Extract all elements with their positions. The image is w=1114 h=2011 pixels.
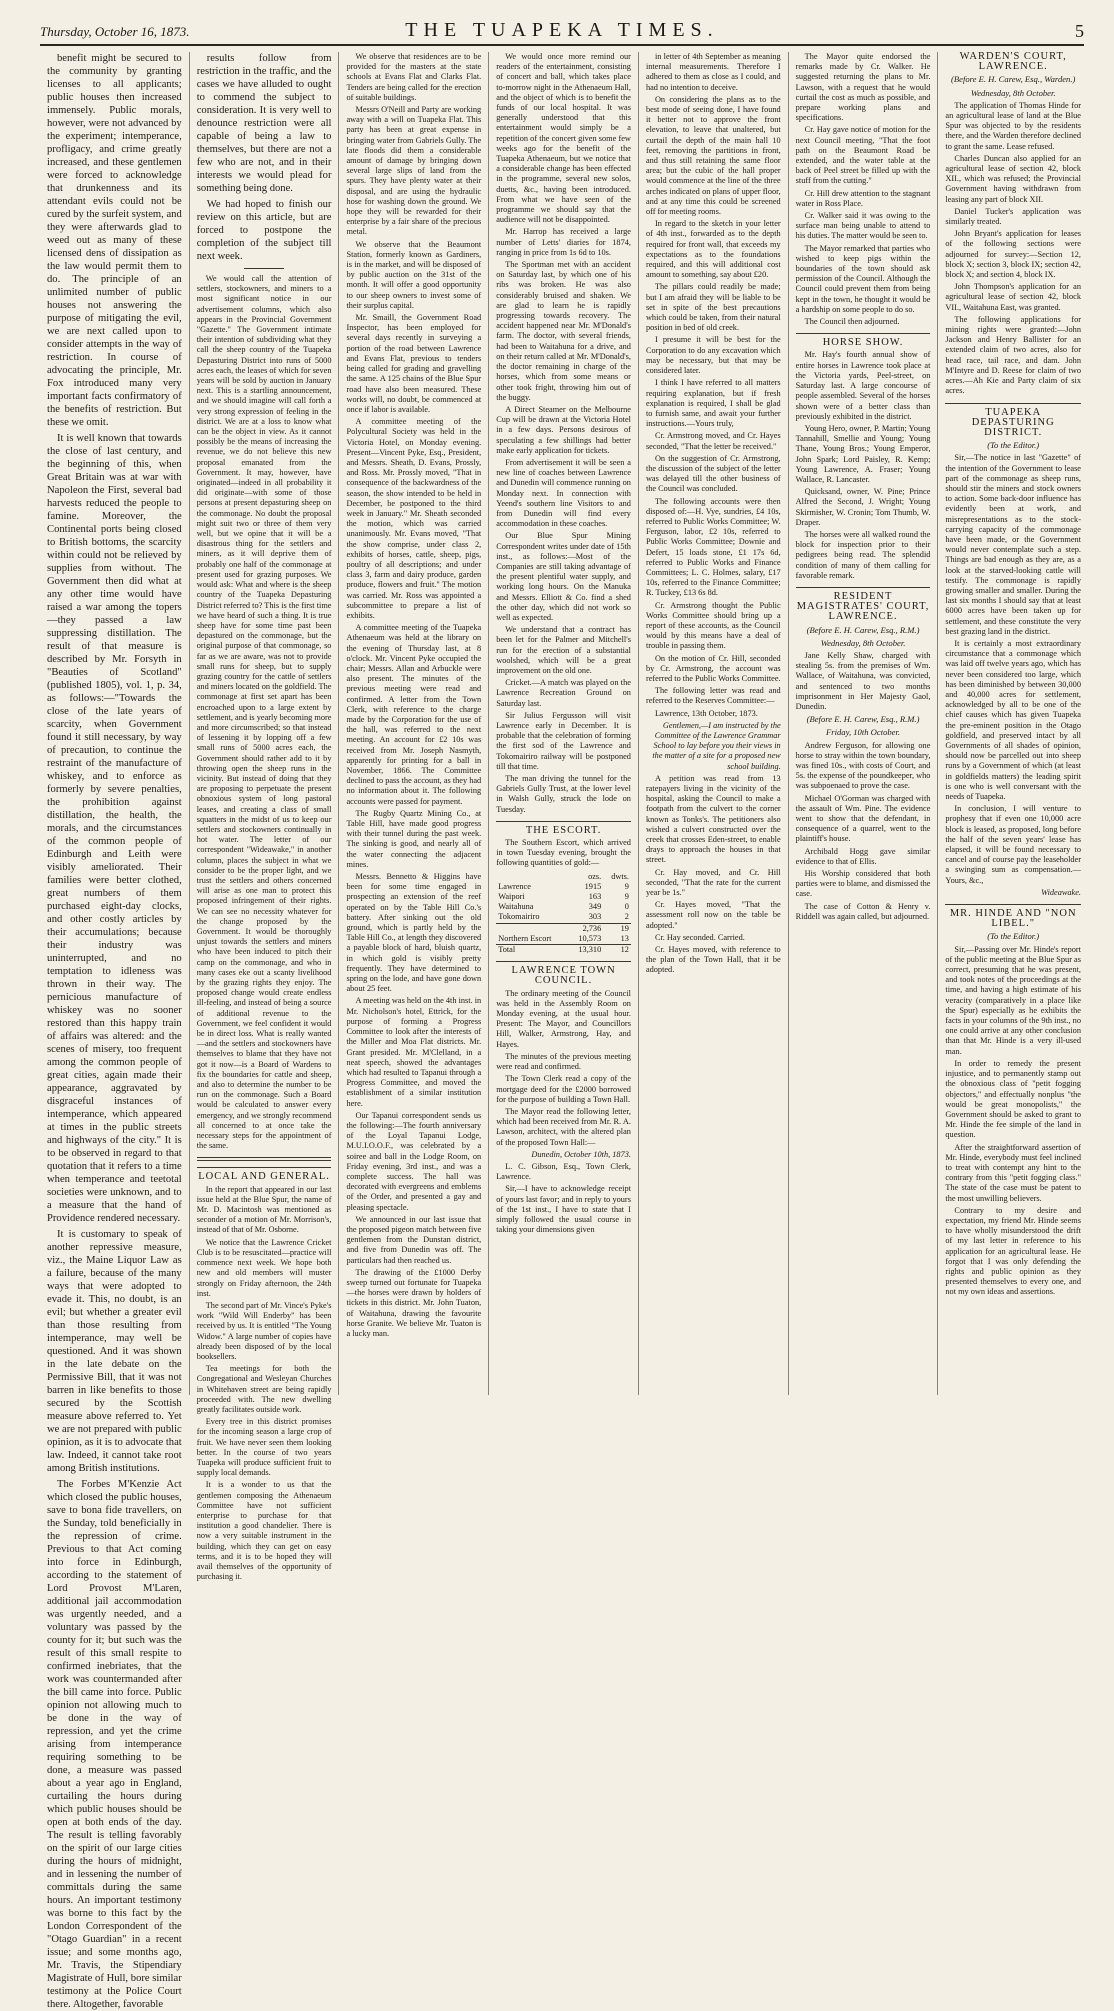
section-heading-town-council: LAWRENCE TOWN COUNCIL.	[496, 961, 631, 986]
table-cell: Waipori	[498, 892, 525, 902]
paragraph: A committee meeting of the Polycultural Society was held in the Victoria Hotel, on Monday evening. Present—Vincent Pyke, Esq., President, and Messrs. Sheath, D. Evans, Prossly, and Ross. Mr. Prossly moved, "That in consequence of the backwardness of the season, the show intended to be held in December, be postponed to the third week in January." Mr. Sheath seconded the motion, which was carried unanimously. Mr. Evans moved, "That the show comprise, under class 2, exhibits of horses, cattle, sheep, pigs, poultry of all descriptions; and under class 3, farm and dairy produce, garden produce, flowers and fruit." The motion was carried. Mr. Ross was appointed a subcommittee to prepare a list of exhibits.	[346, 417, 482, 620]
paragraph: The following applications for mining rights were granted:—John Jackson and Henry Ballister for an extended claim of two acres, also for head race, tail race, and dam. John M'Intyre and D. Reese for claim of two acres.—Ah Kie and Party claim of six acres.	[945, 314, 1081, 396]
paragraph: The Mayor remarked that parties who wished to keep pigs within the boundaries of the town should ask permission of the Council. Although the Council could prevent them from being kept in the town, he thought it would be a hardship on some people to do so.	[795, 243, 931, 314]
paragraph: The Forbes M'Kenzie Act which closed the public houses, save to bona fide travellers, on the Sunday, told beneficially in the repression of crime. Previous to that Act coming into force in Edinburgh, according to the statement of Lord Provost M'Laren, additional jail accommodation was urgently needed, and a voluntary was passed by the county for it; but such was the result of this small respite to confirmed inebriates, that the work was countermanded after the bill came into force. Public opinion not allowing much to be done in the way of repression, and yet the crime arising from intemperance requiring something to be done, a measure was passed about a year ago in England, curtailing the hours during which public houses should be open at both ends of the day. The result is telling favorably on the spirit of our large cities during the hours of midnight, and in lessening the number of committals during the same hours. An important testimony was borne to this fact by the London Correspondent of the "Otago Guardian" in a recent issue; and some months ago, Mr. Travis, the Stipendiary Magistrate of Hull, bore similar testimony at the Police Court there. Altogether, favorable	[47, 1479, 182, 2010]
paragraph: The Sportman met with an accident on Saturday last, by which one of his ribs was broken. He was also considerably bruised and shaken. We are glad to learn he is rapidly progressing towards recovery. The accident happened near Mr. M'Donald's farm. The doctor, with several friends, had been to Waitahuna for a drive, and on their return called at Mr. M'Donald's, the doctor remaining in charge of the horses, which from some means or other took fright, throwing him out of the buggy.	[496, 260, 631, 402]
paragraph: On the suggestion of Cr. Armstrong, the discussion of the subject of the letter was delayed till the other business of the Council was concluded.	[645, 453, 781, 494]
table-cell: 1915	[584, 881, 602, 891]
paragraph: Cr. Hill drew attention to the stagnant water in Ross Place.	[795, 188, 931, 208]
table-cell: Tokomairiro	[498, 912, 540, 922]
paragraph: benefit might be secured to the community by granting licenses to all applicants; public houses then increased immensely. Public morals, however, were not advanced by the experiment; intemperance, profligacy, and crime greatly increased, and these gentlemen were forced to acknowledge that drunkenness and its attendant evils could not be cured by the surfeit system, and they were afterwards glad to weed out as many of these licensed dens of dissipation as the law would permit them to do. The principle of an unlimited number of public houses not answering the purpose of mitigating the evil, we are next called upon to consider attempts in the way of restriction. In course of advocating the principle, Mr. Fox introduced many very important facts confirmatory of the benefits of restriction. But these we omit.	[47, 53, 182, 428]
paragraph: We notice that the Lawrence Cricket Club is to be resuscitated—practice will commence next week. We hope both new and old members will muster strongly on Friday afternoon, the 24th inst.	[196, 1237, 332, 1298]
paragraph: Mr. Harrop has received a large number of Letts' diaries for 1874, ranging in price from 1s 6d to 10s.	[496, 227, 631, 257]
paragraph: A committee meeting of the Tuapeka Athenaeum was held at the library on the evening of Thursday last, at 8 o'clock. Mr. Vincent Pyke occupied the chair; Messrs. Allan and Arbuckle were also present. The minutes of the previous meeting were read and confirmed. A letter from the Town Clerk, with reference to the charge made by the Corporation for the use of the hall, was referred to the next meeting. An account for £2 10s was received from Mr. Joseph Nasmyth, apparently for printing for a ball in November, 1866. The Committee declined to pass the account, as they had no information about it. The following accounts were passed for payment.	[346, 623, 482, 806]
table-cell: 303	[588, 912, 602, 922]
paragraph: In the report that appeared in our last issue held at the Blue Spur, the name of Mr. D. Macintosh was mentioned as seconder of a motion of Mr. Morrison's, instead of that of Mr. Osborne.	[196, 1184, 332, 1235]
column-1	[40, 52, 190, 2010]
paragraph: Sir Julius Fergusson will visit Lawrence early in December. It is probable that the celebration of forming the first sod of the Lawrence and Tokomairiro railway will be postponed till that time.	[496, 710, 631, 771]
paragraph: The following accounts were then disposed of:—H. Vye, sundries, £4 10s, referred to Public Works Committee; W. Ferguson, labor, £2 10s, referred to Public Works Committee; Downie and Defert, 15 loads stone, £1 17s 6d, referred to Public Works and Finance Committees; L. C. Holmes, salary, £17 10s, referred to the Finance Committee; R. Tuckey, £13 6s 8d.	[645, 496, 781, 598]
column-header: ozs.	[588, 871, 602, 881]
paragraph: After the straightforward assertion of Mr. Hinde, everybody must feel inclined to treat with contempt any hint to the contrary from this "petit fogging class." The state of the case must be patent to the most unwilling believers.	[945, 1142, 1081, 1203]
table-cell: 13,310	[569, 945, 603, 956]
paragraph: The second part of Mr. Vince's Pyke's work "Wild Will Enderby" has been received by us. It is entitled "The Young Widow." A large number of copies have already been disposed of by the local booksellers.	[196, 1300, 332, 1361]
paragraph: L. C. Gibson, Esq., Town Clerk, Lawrence.	[496, 1161, 631, 1182]
paragraph: Sir,—Passing over Mr. Hinde's report of the public meeting at the Blue Spur as correct, presuming that he was present, and took notes of the proceedings at the time, and having a high estimate of his veracity (comparatively in a place like the Spur) especially as he exhibits the facts in your columns of the 9th inst., no one could arrive at any other conclusion than that Mr. Hinde is a very ill-used man.	[945, 944, 1081, 1056]
paragraph: Lawrence, 13th October, 1873.	[654, 708, 758, 718]
paragraph: The Town Clerk read a copy of the mortgage deed for the £2000 borrowed for the purpose of building a Town Hall.	[496, 1074, 631, 1104]
paragraph: Our Blue Spur Mining Correspondent writes under date of 15th inst., as follows:—Most of the Companies are still taking advantage of the present plentiful water supply, and working long hours. On the Manuka and Messrs. Elliott & Co. find a shed the other day, which did not work so well as expected.	[496, 531, 631, 622]
paragraph: The case of Cotton & Henry v. Riddell was again called, but adjourned.	[795, 901, 931, 921]
paragraph: From advertisement it will be seen a new line of coaches between Lawrence and Dunedin will commence running on Monday next. In connection with Yeend's southern line Visitors to and from Dunedin will find every accommodation in these coaches.	[496, 457, 631, 529]
table-cell: Waitahuna	[498, 902, 534, 912]
page-number: 5	[1074, 21, 1084, 41]
paragraph: A Direct Steamer on the Melbourne Cup will be drawn at the Victoria Hotel in a few days. Persons desirous of speculating a few shillings had better make early application for tickets.	[496, 404, 631, 455]
section-heading-escort: THE ESCORT.	[496, 821, 631, 836]
editorial-end	[197, 52, 332, 263]
paragraph: Cr. Hayes moved, "That the assessment roll now on the table be adopted."	[645, 900, 781, 930]
table-row-total	[496, 945, 631, 956]
table-cell: 13	[620, 933, 629, 943]
table-cell: Lawrence	[498, 881, 531, 891]
letter-address: (To the Editor.)	[987, 931, 1040, 942]
paragraph: Every tree in this district promises for the incoming season a large crop of fruit. We have never seen them looking better. In the course of two years Tuapeka will produce sufficient fruit to supply local demands.	[196, 1417, 332, 1478]
paragraph: Cr. Hayes moved, with reference to the plan of the Town Hall, that it be adopted.	[645, 945, 781, 975]
paragraph: We would once more remind our readers of the entertainment, consisting of concert and ball, which takes place to-morrow night in the Athenaeum Hall, and the object of which is to benefit the funds of our local hospital. It was generally understood that this entertainment would simply be a repetition of the concert given some few weeks ago for the benefit of the Tuapeka Athenaeum, but we notice that a considerable change has been effected in the programme, several new solos, duetts, &c., having been introduced. From what we have seen of the programme we should say that the audience will not be disappointed.	[496, 52, 631, 225]
paragraph: It is certainly a most extraordinary circumstance that a commonage which was laid off twelve years ago, which has never been considered too large, which has been diminished by between 30,000 and 40,000 acres for settlement, acknowledged by all to be one of the chief causes which has given Tuapeka the pre-eminent position in the Otago goldfield, and preserved intact by all Governments of all shades of opinion, should now be parcelled out into sheep runs by a Government of which (at least in goldfields matters) the leading spirit is one who is well conversant with the needs of Tuapeka.	[945, 638, 1081, 802]
paragraph: Mr. Smaill, the Government Road Inspector, has been employed for several days recently in surveying a portion of the road between Lawrence and Evans Flat, previous to tenders being called for grading and gravelling the same. A 125 chains of the Blue Spur road have also been measured. These works will, no doubt, be commenced at once if labor is available.	[346, 313, 482, 414]
table-cell: 163	[588, 892, 602, 902]
section-heading-local-and-general: LOCAL AND GENERAL.	[197, 1167, 332, 1182]
section-heading-rm-court: RESIDENT MAGISTRATES' COURT, LAWRENCE.	[796, 587, 931, 623]
paragraph: His Worship considered that both parties were to blame, and dismissed the case.	[795, 869, 931, 899]
paragraph: John Thompson's application for an agricultural lease of section 42, block VII., Waitahuna East, was granted.	[945, 282, 1081, 312]
paragraph: In conclusion, I will venture to prophesy that if even one 10,000 acre block is leased, as proposed, long before the half of the seven years' lease has elapsed, it will be found necessary to cancel and of course pay the leaseholder a swinging sum as compensation.—Yours, &c.,	[945, 804, 1081, 885]
table-cell: 0	[624, 902, 629, 912]
table-cell: 10,573	[578, 933, 602, 943]
paragraph: The application of Thomas Hinde for an agricultural lease of land at the Blue Spur was objected to by the residents there, and the Warden therefore declined to grant the same. Lease refused.	[945, 100, 1081, 151]
paragraph: A meeting was held on the 4th inst. in Mr. Nicholson's hotel, Ettrick, for the purpose of forming a Progress Committee to look after the interests of the Miller and Moa Flat districts. Mr. Grant presided. Mr. M'Clelland, in a neat speech, showed the advantages which had resulted to Tapanui through a Progress Committee, and moved the establishment of a similar institution here.	[346, 996, 482, 1108]
letter-dateline: Dunedin, October 10th, 1873.	[531, 1149, 631, 1159]
paragraph: Jane Kelly Shaw, charged with stealing 5s. from the premises of Wm. Wallace, of Waitahuna, was convicted, and sentenced to two months imprisonment in Her Majesty Gaol, Dunedin.	[795, 650, 931, 711]
paragraph: The ordinary meeting of the Council was held in the Assembly Room on Monday evening, at the usual hour. Present: The Mayor, and Councillors Hill, Walker, Armstrong, Hay, and Hayes.	[496, 988, 631, 1049]
paragraph: In order to remedy the present injustice, and to permanently stamp out the obnoxious class of "petit fogging objectors," and effectually nonplus "the would be great monopolists," the Government should be asked to grant to Mr. Hinde the fee simple of the land in question.	[945, 1058, 1081, 1140]
paragraph: Cr. Armstrong moved, and Cr. Hayes seconded, "That the letter be received."	[645, 431, 781, 451]
column-3	[339, 52, 489, 1395]
paragraph: We would call the attention of settlers, stockowners, and miners to a most significant notice in our advertisement columns, which also appears in the Provincial Government "Gazette." The Government intimate their intention of subdividing what they call the sheep country of the Tuapeka Depasturing District into runs of 5000 acres each, the leases of which for seven years will be sold by auction in January next. This is a startling announcement, and we should imagine will call forth a very strong expression of feeling in the district. We are at a loss to know what can be the object in view. As it cannot possibly be the means of increasing the revenue, we do not believe this new proposal emanated from the Government. It may, however, have originated—indeed in all probability it did originate—with some of those persons at present depasturing sheep on the commonage. No doubt the proposal might suit two or three of them very well, but we opine that it will be a disastrous thing for the settlers and miners, as it will deprive them of probably one half of the commonage at present used for grazing purposes. We would ask: What and where is the sheep country of the Tuapeka Depasturing District referred to? This is the first time we have heard of such a thing. It is true sheep have for some time past been depastured on the commonage, but the original purpose of that commonage, so far as we are aware, was not to provide small runs for sheep, but to supply grazing country for the cattle of settlers and miners located on the goldfield. The commonage at first set apart has been encroached upon to a large extent by settlement, and is yearly becoming more and more circumscribed; so that instead of lessening it by lopping off a few small runs of 5000 acres each, the Government should rather add to it by throwing open the sheep runs in the vicinity. But instead of doing that they are proposing to perpetuate the present obnoxious system of long pastoral leases, and creating a class of small squatters in the midst of us to keep our settlers and stockowners continually in hot water. The letter of our correspondent "Wideawake," in another column, places the subject in what we consider to be the proper light, and we trust the settlers and others concerned will arise as one man to protect this proposed infringement of their rights. We can see no necessity whatever for the change proposed by the Government. It would be thoroughly unjust towards the settlers and miners who have been induced to pitch their camp on the commonage, and who in many cases eke out a scanty livelihood by the grazing rights they enjoy. The proposed change would create endless ill-feeling, and instead of being a source of additional revenue to the Government, we feel confident it would be in direct loss. What is really wanted—and the settlers and stockowners have themselves to blame that they have not got it now—is a Board of Wardens to fix the boundaries for cattle and sheep, and also to determine the number to be run on the commonage. Such a Board would be calculated to answer every emergency, and we strongly recommend all concerned to at once take the necessary steps for the appointment of the same.	[196, 274, 332, 1151]
column-5	[639, 52, 789, 1395]
table-row	[496, 902, 631, 912]
paragraph: Cricket.—A match was played on the Lawrence Recreation Ground on Saturday last.	[496, 678, 631, 708]
paragraph: We announced in our last issue that the proposed pigeon match between five gentlemen from the Dunstan district, and five from Dunedin was off. The particulars had then reached us.	[346, 1214, 482, 1265]
paragraph: The man driving the tunnel for the Gabriels Gully Trust, at the lower level in Walsh Gully, struck the lode on Tuesday.	[496, 774, 631, 814]
paragraph: In regard to the sketch in your letter of 4th inst., forwarded as to the depth required for front wall, that exceeds my expectations as to the foundations required, and this will additional cost amount to something, say about £20.	[645, 219, 781, 280]
column-6	[789, 52, 939, 1395]
court-date: Wednesday, 8th October.	[970, 87, 1056, 98]
paragraph: On considering the plans as to the best mode of seeing done, I have found it better not to approve the front elevation, to leave that unaltered, but curtail the depth of the main hall 10 feet, removing the partitions in front, and thus still retaining the same floor area; but the cubic of the hall proper would commence at the line of the three arches indicated on plans of upper floor, and at any time this could be screened off for meeting rooms.	[645, 94, 781, 217]
court-presiding: (Before E. H. Carew, Esq., R.M.)	[806, 714, 920, 725]
table-row-subtotal	[496, 923, 631, 934]
paragraph: Charles Duncan also applied for an agricultural lease of section 42, block XII., which was refused; the Provincial Government having withdrawn from leasing any part of block XII.	[945, 153, 1081, 204]
table-cell: Total	[496, 945, 569, 956]
table-row	[496, 882, 631, 892]
paragraph: The Council then adjourned.	[804, 317, 900, 327]
paragraph: Young Hero, owner, P. Martin; Young Tannahill, Smellie and Young; Young Thane, Young Bros.; Young Emperor, John Spark; Lord Paisley, R. Kemp; Young Lawrence, A. Fraser; Young Wallace, R. Lancaster.	[795, 423, 931, 484]
column-2	[190, 52, 340, 1582]
editorial-continuation	[47, 52, 182, 2011]
section-heading-horse-show: HORSE SHOW.	[796, 333, 931, 348]
paragraph: I think I have referred to all matters requiring explanation, but if fresh explanation is required, I shall be glad to furnish same, and await your further instructions.—Yours truly,	[645, 378, 781, 429]
paragraph: Sir,—The notice in last "Gazette" of the intention of the Government to lease part of the commonage as sheep runs, should stir the miners and stock owners to action. Some back-door influence has evidently been at work, and misrepresentations as to the stock-carrying capacity of the commonage have been made, or the Government would never contemplate such a step. Things are bad enough as they are, as a look at the starved-looking cattle will testify. The commonage is rapidly growing smaller and smaller. During the last six months I should say that at least 6000 acres have been taken up for settlement, and these constitute the very best grazing land in the district.	[945, 453, 1081, 636]
table-cell: Northern Escort	[498, 933, 552, 943]
paragraph: Archibald Hogg gave similar evidence to that of Ellis.	[795, 846, 931, 866]
paragraph: The horses were all walked round the block for inspection prior to their pedigrees being read. The splendid condition of many of them calling for favorable remark.	[795, 529, 931, 580]
table-row	[496, 912, 631, 923]
paragraph: The minutes of the previous meeting were read and confirmed.	[496, 1051, 631, 1072]
table-row	[496, 892, 631, 902]
paragraph: Andrew Ferguson, for allowing one horse to stray within the town boundary, was fined 10s., with costs of Court, and 5s. the expense of the poundkeeper, who was subpoenaed to prove the case.	[795, 740, 931, 791]
divider	[197, 1157, 332, 1161]
table-cell: 9	[624, 892, 629, 902]
paragraph: A petition was read from 13 ratepayers living in the vicinity of the hospital, asking the Council to make a footpath from the culvert to the corner known as Tonks's. The petitioners also wished a culvert constructed over the creek that crosses Eden-street, to enable drays to approach the houses in that street.	[645, 773, 781, 865]
paragraph: Cr. Armstrong thought the Public Works Committee should bring up a report of these accounts, as the Council would by this means have a deal of trouble in passing them.	[645, 600, 781, 651]
issue-date: Thursday, October 16, 1873.	[40, 24, 190, 39]
newspaper-title: THE TUAPEKA TIMES.	[405, 19, 719, 41]
paragraph: The pillars could readily be made; but I am afraid they will be liable to be set in spite of the best precautions which could be taken, from their natural position in bed of old creek.	[645, 282, 781, 333]
court-date: Friday, 10th October.	[826, 727, 901, 738]
paragraph: The Mayor read the following letter, which had been received from Mr. R. A. Lawson, architect, with the altered plan of the proposed Town Hall:—	[496, 1106, 631, 1147]
column-header: dwts.	[611, 871, 629, 881]
paragraph: Tea meetings for both the Congregational and Wesleyan Churches in Whitehaven street are being rapidly proceeded with. The new dwelling greatly facilitates outside work.	[196, 1364, 332, 1414]
masthead	[40, 14, 1084, 46]
paragraph: Messrs. Bennetto & Higgins have been for some time engaged in prospecting an extension of the reef operated on by the Table Hill Co.'s battery. After sinking out the old ground, which is partly held by the Table Hill Co., at length they discovered a payable block of hard, bluish quartz, in which gold is visibly pretty frequently. They have determined to spring on the lode, and have gone down about 25 feet.	[346, 872, 482, 994]
divider	[244, 268, 284, 269]
paragraph: Mr. Hay's fourth annual show of entire horses in Lawrence took place at the Victoria yards, Peel-street, on Saturday last. A large concourse of people assembled. Several of the horses shown were of a better class than previously exhibited in the district.	[795, 350, 931, 421]
paragraph: Cr. Hay gave notice of motion for the next Council meeting, "That the foot path on the Beaumont Road be extended, and the water table at the back of Peel street be filled up with the stuff from the cutting."	[795, 125, 931, 186]
paragraph: in letter of 4th September as meaning internal measurements. Therefore I adhered to them as close as I could, and had no intention to deceive.	[645, 52, 781, 92]
section-heading-depasturing-district: TUAPEKA DEPASTURING DISTRICT.	[945, 403, 1081, 439]
paragraph: It is a wonder to us that the gentlemen composing the Athenaeum Committee have not sufficient enterprise to purchase for that institution a good chandelier. There is now a very suitable instrument in the building, which they can get on easy terms, and it is to be hoped they will avail themselves of the opportunity of purchasing it.	[196, 1480, 332, 1582]
letter-address: (To the Editor.)	[987, 440, 1040, 451]
court-presiding: (Before E. H. Carew, Esq., Warden.)	[951, 74, 1076, 85]
paragraph: Michael O'Gorman was charged with the assault of Wm. Pine. The evidence went to show that the defendant, in consequence of a quarrel, went to the plaintiff's house.	[795, 793, 931, 844]
paragraph: The Mayor quite endorsed the remarks made by Cr. Walker. He suggested returning the plans to Mr. Lawson, with a request that he would curtail the cost as much as possible, and prepare working plans and specifications.	[795, 52, 931, 123]
letter-dateline: Gentlemen,—I am instructed by the Committee of the Lawrence Grammar School to lay before you their views in the matter of a site for a proposed new school building.	[652, 720, 781, 771]
paragraph: The Rugby Quartz Mining Co., at Table Hill, have made good progress with their tunnel during the past week. The sinking is good, and nearly all of the water connecting the adjacent mines.	[346, 808, 482, 869]
paragraph: We had hoped to finish our review on this article, but are forced to postpone the completion of the subject till next week.	[196, 199, 332, 262]
paragraph: The Southern Escort, which arrived in town Tuesday evening, brought the following quantities of gold:—	[496, 838, 631, 868]
section-heading-hinde-letter: MR. HINDE AND "NON LIBEL."	[945, 904, 1081, 929]
court-presiding: (Before E. H. Carew, Esq., R.M.)	[806, 624, 920, 635]
table-cell	[496, 923, 569, 934]
table-cell: 19	[603, 923, 631, 934]
court-date: Wednesday, 8th October.	[820, 637, 906, 648]
paragraph: Cr. Walker said it was owing to the surface man being unable to attend to his duties. The matter would be seen to.	[795, 211, 931, 241]
table-cell: 12	[603, 945, 631, 956]
paragraph: It is well known that towards the close of last century, and the beginning of this, when Great Britain was at war with Napoleon the First, several bad harvests reduced the people to famine. Moreover, the Continental ports being closed to British bottoms, the scarcity within could not be relieved by supplies from without. The Government then did what at any other time would have raised a war among the topers—they passed a law suppressing distillation. The result of that measure is described by Mr. Forsyth in "Beauties of Scotland" (published 1805), vol. 1, p. 34, as follows:—"Towards the close of the late years of scarcity, when Government found it still necessary, by way of precaution, to continue the restraint of the manufacture of whiskey, and to enforce as formerly by severe penalties, the prohibition against distillation, the health, the morals, and the circumstances of the common people of Edinburgh and Leith were visibly ameliorated. Their families were better clothed, great numbers of them purchased eight-day clocks, and other costly articles by their accumulations; because their industry was uninterrupted, and no temptation to idleness was thrown in their way. The pernicious manufacture of whiskey was no sooner restored than this happy train of affairs was altered: and the scenes of misery, too frequent among the common people of great cities, again made their appearance, aggravated by disgraceful instances of intemperance, which appeared at times in the public streets and highways of the city." It is to be observed in regard to that quotation that it refers to a time when temperance and teetotal societies were unknown, and to a measure that the hand of Providence rendered necessary.	[47, 433, 182, 1224]
escort-table	[496, 872, 631, 956]
paragraph: On the motion of Cr. Hill, seconded by Cr. Armstrong, the account was referred to the Public Works Committee.	[645, 653, 781, 683]
paragraph: Messrs O'Neill and Party are working away with a will on Tuapeka Flat. This party has been at great expense in bringing water from Gabriels Gully. The late floods did them a considerable amount of damage by bringing down several large slips of land from the spurs. They have plenty water at their disposal, and are using the hydraulic hose for washing down the ground. We hope they will be rewarded for their enterprise by a fair share of the precious metal.	[346, 105, 482, 237]
paragraph: Sir,—I have to acknowledge receipt of yours last favor; and in reply to yours of the 1st inst., I have to state that I simply followed the usual course in taking your dimensions given	[496, 1184, 631, 1235]
table-header-row	[496, 872, 631, 882]
paragraph: The drawing of the £1000 Derby sweep turned out fortunate for Tuapeka—the horses were drawn by holders of tickets in this district. Mr. John Tuaton, of Waitahuna, drawing the favourite horse Granite. We believe Mr. Tuaton is a lucky man.	[346, 1267, 482, 1338]
paragraph: Quicksand, owner, W. Pine; Prince Alfred the Second, J. Wright; Young Skirmisher, W. Cronin; Tom Thumb, W. Draper.	[795, 487, 931, 527]
paragraph: The following letter was read and referred to the Reserves Committee:—	[645, 686, 781, 706]
column-4	[489, 52, 639, 1395]
letter-signature: Wideawake.	[1041, 887, 1081, 897]
table-cell: 2,736	[569, 923, 603, 934]
paragraph: We understand that a contract has been let for the Palmer and Mitchell's run for the erection of a substantial woolshed, which will be a great improvement on the old one.	[496, 625, 631, 675]
table-cell: 9	[624, 881, 629, 891]
paragraph: We observe that the Beaumont Station, formerly known as Gardiners, is in the market, and will be disposed of by public auction on the 31st of the month. It will offer a good opportunity to our sheep owners to invest some of their surplus capital.	[346, 239, 482, 310]
paragraph: I presume it will be best for the Corporation to do any excavation which may be necessary, but that may be considered later.	[645, 335, 781, 376]
paragraph: We observe that residences are to be provided for the masters at the state schools at Evans Flat and Clarks Flat. Tenders are being called for the erection of suitable buildings.	[346, 52, 482, 102]
paragraph: John Bryant's application for leases of the following sections were adjourned for survey:—Section 12, block X; section 3, block IX; section 42, block X; and section 4, block IX.	[945, 229, 1081, 280]
paragraph: results follow from restriction in the traffic, and the cases we have alluded to ought to commend the subject to consideration. It is very well to denounce restriction were all capable of being a law to themselves, but there are not a few who are not, and in their interests we would plead for something being done.	[196, 53, 332, 194]
paragraph: It is customary to speak of another repressive measure, viz., the Maine Liquor Law as a failure, because of the many ways that were adopted to evade it. This, no doubt, is an evil; but whether a greater evil than those resulting from intemperance, may well be questioned. And it was shown in the late debate on the Permissive Bill, that it was not barren in like benefits to those secured by the Scottish measure above referred to. Yet we are not prepared with public opinion, as it is to advocate that law. Indeed, it cannot take root among British institutions.	[47, 1229, 182, 1474]
columns	[40, 51, 1088, 2010]
section-heading-wardens-court: WARDEN'S COURT, LAWRENCE.	[959, 51, 1067, 73]
table-cell: 349	[588, 902, 602, 912]
paragraph: Our Tapanui correspondent sends us the following:—The fourth anniversary of the Loyal Tapanui Lodge, M.U.I.O.O.F., was celebrated by a soiree and ball in the Lodge Room, on Friday evening, 3rd inst., and was a complete success. The hall was decorated with evergreens and emblems of the Order, and presented a gay and pleasing spectacle.	[346, 1110, 482, 1212]
paragraph: Cr. Hay moved, and Cr. Hill seconded, "That the rate for the current year be 1s."	[645, 867, 781, 898]
column-7	[938, 52, 1088, 1395]
table-cell: 2	[624, 912, 629, 922]
paragraph: Daniel Tucker's application was similarly treated.	[945, 206, 1081, 227]
table-row	[496, 934, 631, 945]
paragraph: Cr. Hay seconded. Carried.	[654, 932, 745, 942]
paragraph: Contrary to my desire and expectation, my friend Mr. Hinde seems to have wholly misunderstood the drift of my last letter in reference to his application for an agricultural lease. He forgot that I was only defending the rights and public opinion as they presented themselves to every one, and not my own ideas and assertions.	[945, 1205, 1081, 1297]
